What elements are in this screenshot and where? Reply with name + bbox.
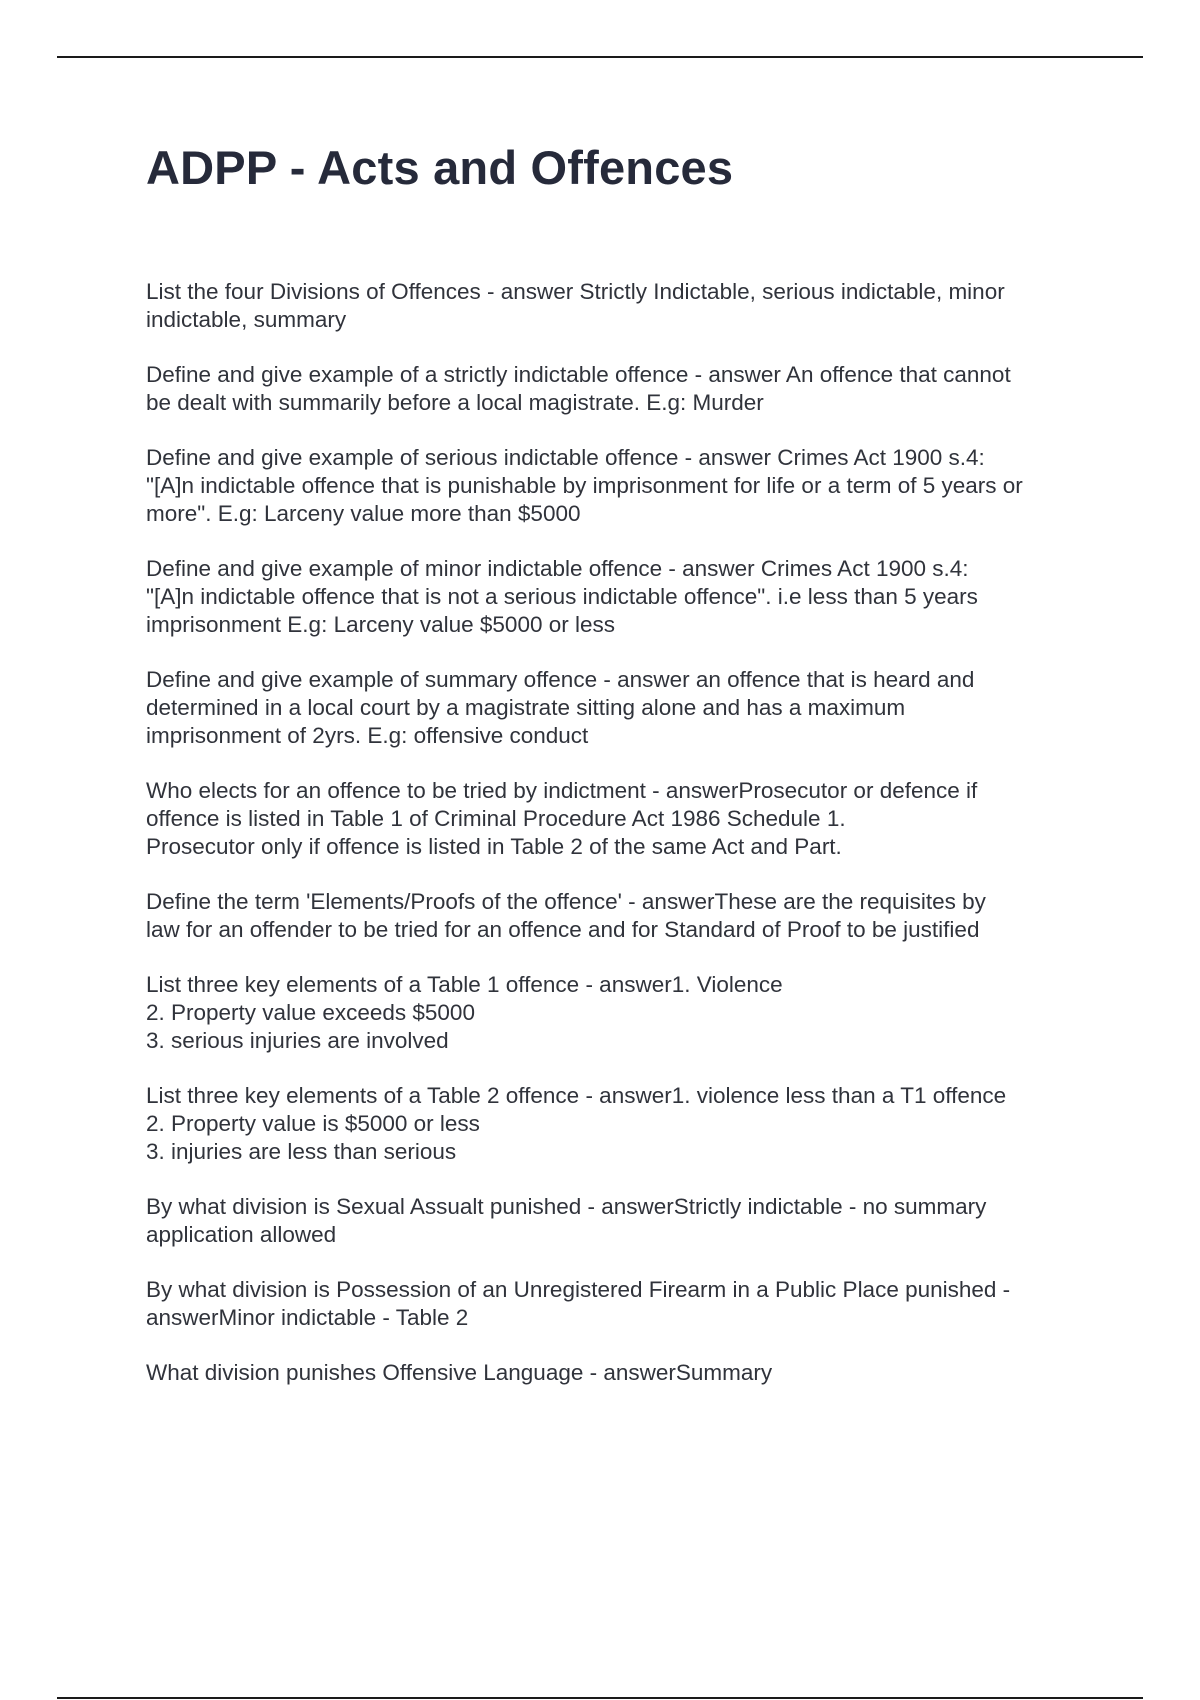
qa-item-sexual-assault: By what division is Sexual Assualt punished - answerStrictly indictable - no summary application allowed bbox=[146, 1194, 987, 1248]
qa-item-summary-offence: Define and give example of summary offence - answer an offence that is heard and determined in a local court by a magistrate sitting alone and has a maximum imprisonment of 2yrs. E.g: offensive conduct bbox=[146, 667, 975, 749]
qa-list bbox=[146, 278, 1096, 1387]
document-body bbox=[146, 140, 1096, 1414]
bottom-divider bbox=[57, 1697, 1143, 1699]
page-title: ADPP - Acts and Offences bbox=[146, 141, 734, 194]
qa-item-minor-indictable: Define and give example of minor indictable offence - answer Crimes Act 1900 s.4: "[A]n indictable offence that is not a serious indictable offence". i.e less than 5 years imprisonment E.g: Larceny value $5000 or less bbox=[146, 556, 978, 638]
qa-item-firearm: By what division is Possession of an Unregistered Firearm in a Public Place punished - answerMinor indictable - Table 2 bbox=[146, 1277, 1011, 1331]
top-divider bbox=[57, 56, 1143, 58]
qa-item-offensive-language: What division punishes Offensive Language - answerSummary bbox=[146, 1360, 773, 1386]
qa-item-elements-proofs: Define the term 'Elements/Proofs of the offence' - answerThese are the requisites by law for an offender to be tried for an offence and for Standard of Proof to be justified bbox=[146, 889, 986, 943]
qa-item-table-1: List three key elements of a Table 1 offence - answer1. Violence 2. Property value exceeds $5000 3. serious injuries are involved bbox=[146, 972, 783, 1054]
qa-item-strictly-indictable: Define and give example of a strictly indictable offence - answer An offence that cannot be dealt with summarily before a local magistrate. E.g: Murder bbox=[146, 362, 1011, 416]
qa-item-divisions: List the four Divisions of Offences - answer Strictly Indictable, serious indictable, minor indictable, summary bbox=[146, 279, 1005, 333]
qa-item-table-2: List three key elements of a Table 2 offence - answer1. violence less than a T1 offence 2. Property value is $5000 or less 3. injuries are less than serious bbox=[146, 1083, 1007, 1165]
qa-item-serious-indictable: Define and give example of serious indictable offence - answer Crimes Act 1900 s.4: "[A]n indictable offence that is punishable by imprisonment for life or a term of 5 years or more". E.g: Larceny value more than $5000 bbox=[146, 445, 1023, 527]
qa-item-election: Who elects for an offence to be tried by indictment - answerProsecutor or defence if offence is listed in Table 1 of Criminal Procedure Act 1986 Schedule 1. Prosecutor only if offence is listed in Table 2 of the same Act and Part. bbox=[146, 778, 978, 860]
